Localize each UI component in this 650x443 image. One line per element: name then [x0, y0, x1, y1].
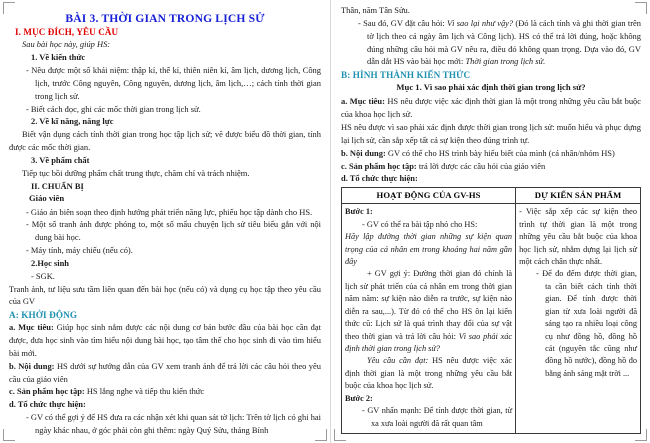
text-after-q-italic1: Vì sao lại như vậy?	[447, 17, 514, 28]
bullet-giao-vien-1: - Giáo án biên soạn theo định hướng phát triển năng lực, phiếu học tập dành cho HS.	[26, 206, 313, 217]
label-r-san-pham: c. Sản phẩm học tập:	[341, 160, 417, 171]
text-after-q-italic2: Thời gian trong lịch sử.	[465, 56, 546, 67]
label-yeu-cau-can-dat: Yêu cầu cần đạt:	[367, 356, 429, 366]
text-r-muc-tieu-2: HS nêu được vì sao phải xác định được thời gian trong lịch sử: muốn hiểu và phục dựng lại lịch sử, cần sắp xếp tất cả sự kiện theo đúng trình tự.	[341, 121, 641, 145]
continued-line: Thân, năm Tân Sửu.	[341, 5, 410, 15]
subheading-ki-nang: 2. Về kĩ năng, năng lực	[31, 116, 114, 127]
bullet-kien-thuc-1: - Nêu được một số khái niệm: thập kỉ, thế kỉ, thiên niên kỉ, âm lịch, dương lịch, Công lịch, trước Công nguyên, Công nguyên, dương lịch, âm lịch,…; cách tính thời gian trong lịch sử.	[26, 65, 321, 101]
label-r-to-chuc: d. Tổ chức thực hiện:	[341, 173, 418, 184]
text-a-muc-tieu: Giúp học sinh nắm được các nội dung cơ bản bước đầu của bài học cần đạt được, đưa học sinh vào tìm hiểu nội dung bài học, tạo tâm thế cho học sinh đi vào tìm hiểu bài mới.	[9, 322, 321, 358]
text-c-san-pham: HS lắng nghe và tiếp thu kiến thức	[84, 386, 205, 397]
text-hoc-sinh: Tranh ảnh, tư liệu sưu tầm liên quan đến bài học (nếu có) và dụng cụ học tập theo yêu cầu của GV	[9, 283, 321, 307]
text-yeu-cau-can-dat	[345, 355, 512, 392]
paragraph-r-muc-tieu	[341, 95, 641, 121]
text-r-noi-dung: GV có thể cho HS trình bày hiểu biết của mình (cá nhân/nhóm HS)	[385, 147, 615, 158]
table-cell-activities	[342, 204, 516, 434]
table-header-row	[342, 188, 641, 204]
subheading-hoc-sinh: 2.Học sinh	[31, 257, 69, 268]
text-product-1: - Việc sắp xếp các sự kiện theo trình tự thời gian là một trong những yêu cầu bắt buộc của khoa học lịch sử, nhằm dựng lại lịch sử một cách chân thực nhất.	[519, 207, 637, 266]
text-buoc-1-italic: Hãy lập đường thời gian những sự kiện quan trọng của cá nhân em trong khoảng hai năm gần đây	[345, 232, 513, 266]
label-buoc-1: Bước 1:	[345, 207, 373, 217]
paragraph-r-san-pham	[341, 160, 641, 173]
label-r-noi-dung: b. Nội dung:	[341, 147, 386, 158]
label-buoc-2: Bước 2:	[345, 393, 373, 403]
text-buoc-2: - GV nhấn mạnh: Để tính được thời gian, từ xa xưa loài người đã rất quan tâm	[362, 406, 513, 428]
paragraph-b-noi-dung	[9, 360, 321, 386]
bullet-kien-thuc-2: - Biết cách đọc, ghi các mốc thời gian trong lịch sử.	[26, 103, 201, 114]
subheading-pham-chat: 3. Về phẩm chất	[31, 154, 90, 165]
intro-line: Sau bài học này, giúp HS:	[22, 39, 111, 50]
label-c-san-pham: c. Sản phẩm học tập:	[9, 386, 85, 397]
bullet-giao-vien-2: - Một số tranh ảnh được phóng to, một số mẩu chuyện lịch sử tiêu biểu gắn với nội dung bài học.	[26, 219, 321, 243]
text-buoc-1-task	[345, 219, 512, 231]
subheading-kien-thuc: 1. Về kiến thức	[31, 52, 86, 63]
text-gv-goi-y-italic: Vì sao phải xác định thời gian trong lịch sử?	[345, 331, 513, 353]
text-gv-goi-y	[345, 268, 512, 355]
paragraph-a-muc-tieu	[9, 321, 321, 360]
bullet-hoc-sinh-1: - SGK.	[31, 270, 55, 281]
paragraph-c-san-pham	[9, 385, 321, 398]
text-b-noi-dung: HS dưới sự hướng dẫn của GV xem tranh ảnh để trả lời các câu hỏi theo yêu cầu của giáo viên	[9, 360, 321, 384]
bullet-giao-vien-3: - Máy tính, máy chiếu (nếu có).	[26, 245, 133, 256]
text-pham-chat: Tiếp tục bồi dưỡng phẩm chất trung thực, chăm chỉ và trách nhiệm.	[22, 167, 250, 178]
table-row	[342, 204, 641, 434]
text-d-to-chuc: - GV có thể gợi ý để HS đưa ra các nhận xét khi quan sát tờ lịch: Trên tờ lịch có ghi hai ngày khác nhau, ở góc phải còn ghi thêm: ngày Quý Sửu, tháng Bính	[26, 412, 322, 436]
label-b-noi-dung: b. Nội dung:	[9, 360, 55, 371]
heading-section-2: II. CHUẨN BỊ	[31, 180, 84, 191]
heading-section-b: B: HÌNH THÀNH KIẾN THỨC	[341, 70, 471, 81]
heading-muc-1: Mục 1. Vì sao phải xác định thời gian trong lịch sử?	[396, 82, 586, 93]
page-title: BÀI 3. THỜI GIAN TRONG LỊCH SỬ	[65, 12, 265, 25]
text-product-2: - Để đo đếm được thời gian, ta cần biết cách tính thời gian. Để tính được thời gian từ xưa loài người đã sáng tạo ra nhiều loại công cụ như đồng hồ, đồng hồ cát (nguyên tắc cũng như đồng hồ nước), đồng hồ đo bằng ánh sáng mặt trời ...	[536, 269, 637, 378]
subheading-giao-vien: Giáo viên	[29, 193, 65, 204]
label-r-muc-tieu: a. Mục tiêu:	[341, 96, 385, 107]
paragraph-r-noi-dung	[341, 147, 641, 160]
text-yeu-cau-can-dat-plain: HS nêu được việc xác định thời gian là một trong những yêu cầu bắt buộc của khoa học lịch sử.	[345, 356, 513, 391]
text-after-q-part1: - Sau đó, GV đặt câu hỏi:	[358, 17, 447, 28]
text-buoc-1-plain: - GV có thể ra bài tập nhỏ cho HS:	[362, 219, 478, 229]
table-cell-expected-product	[516, 204, 641, 434]
paragraph-after-question	[341, 17, 641, 68]
label-a-muc-tieu: a. Mục tiêu:	[9, 322, 54, 333]
text-r-muc-tieu: HS nêu được việc xác định thời gian là một trong những yêu cầu bắt buộc của khoa học lịch sử.	[341, 96, 641, 120]
heading-section-1: I. MỤC ĐÍCH, YÊU CẦU	[15, 27, 119, 38]
text-ki-nang: Biết vận dụng cách tính thời gian trong học tập lịch sử; vẽ được biểu đồ thời gian, tính được các mốc thời gian.	[9, 129, 321, 153]
table-header-activities: HOẠT ĐỘNG CỦA GV-HS	[342, 188, 516, 204]
heading-section-a: A: KHỞI ĐỘNG	[9, 310, 78, 321]
activity-table	[341, 187, 641, 434]
document-page-right	[330, 0, 650, 443]
label-d-to-chuc: d. Tổ chức thực hiện:	[9, 399, 86, 410]
text-after-q-part2: (Đó là cách tính và ghi thời gian trên tờ lịch theo cả ngày âm lịch và Công lịch). HS có thể trả lời đúng, hoặc không đúng những câu hỏi mà GV nêu ra, điều đó không quan trọng. Dựa vào đó, GV dẫn dắt HS vào bài học mới:	[367, 17, 641, 67]
table-header-expected-product: DỰ KIẾN SẢN PHẨM	[516, 188, 641, 204]
text-r-san-pham: trả lời được các câu hỏi của giáo viên	[416, 160, 546, 171]
text-gv-goi-y-plain: + GV gợi ý: Đường thời gian đó chính là lịch sử phát triển của cá nhân em trong thời gian năm năm: sự kiện nào diễn ra trước, sự kiện nào diễn ra sau,...). Từ đó có thể cho HS ôn lại kiến thức cũ: Lịch sử là quá trình thay đổi của sự vật theo thời gian và trả lời câu hỏi:	[345, 269, 513, 341]
